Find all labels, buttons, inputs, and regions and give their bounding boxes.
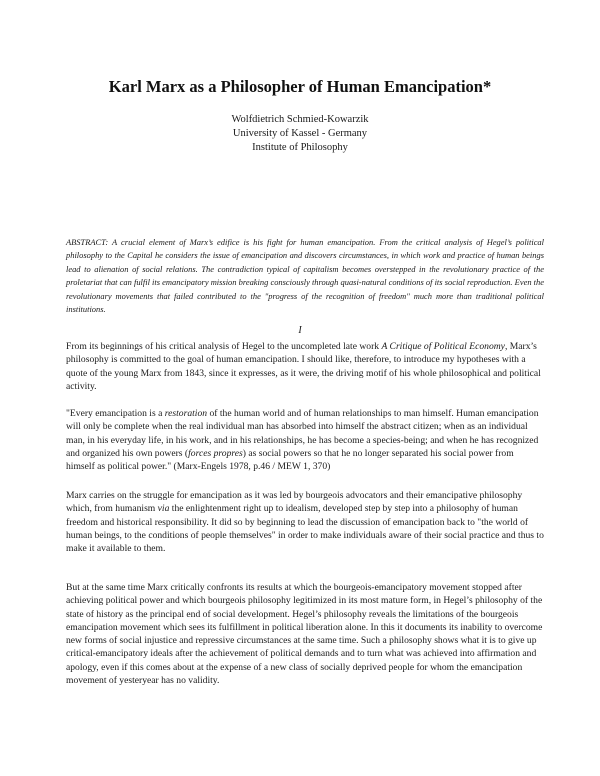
footnote-mark: * [482, 77, 492, 96]
section-number: I [298, 325, 302, 336]
quote-text: "Every emancipation is a [66, 408, 165, 419]
book-title: A Critique of Political Economy [381, 341, 505, 352]
author-department: Institute of Philosophy [252, 142, 348, 153]
paper-title-text: Karl Marx as a Philosopher of Human Emancipation [108, 77, 483, 96]
emphasis-text: restoration [164, 408, 208, 419]
quote-text: ) as social powers so that he no longer separated his social power from himself as political power." (Marx-Engels 1978, p.46 / MEW 1, 370) [66, 447, 514, 473]
paragraph-text: , Marx’s philosophy is committed to the goal of human emancipation. I should like, therefore, to introduce my hypotheses with a quote of the young Marx from 1843, since it expresses, as it were, the driving motif of his whole philosophical and political activity. [66, 341, 541, 392]
paragraph-text: From its beginnings of his critical analysis of Hegel to the uncompleted late work [66, 341, 382, 352]
emphasis-text: via [157, 503, 170, 515]
author-affiliation: University of Kassel - Germany [232, 128, 368, 139]
author-block [0, 113, 600, 155]
author-name: Wolfdietrich Schmied-Kowarzik [231, 114, 369, 125]
abstract: ABSTRACT: A crucial element of Marx’s edifice is his fight for human emancipation. From the critical analysis of Hegel’s political philosophy to the Capital he considers the issue of emancipation and discovers circumstances, in which work and practice of human beings lead to alienation of social relations. The contradiction typical of capitalism becomes overstepped in the revolutionary practice of the proletariat that can fulfil its emancipatory mission breaking consciously through quasi-natural conditions of its social reproduction. Even the revolutionary movements that failed contributed to the "progress of the recognition of freedom" much more than traditional political institutions. [66, 237, 544, 315]
paper-title [0, 77, 600, 97]
paragraph-intro [66, 340, 544, 393]
paragraph-critique: But at the same time Marx critically confronts its results at which the bourgeois-emancipatory movement stopped after achieving political power and which bourgeois philosophy legitimized in its most mature form, in Hegel’s philosophy of the state of history as the principal end of social development. Hegel’s philosophy reveals the limitations of the bourgeois emancipation movement which sees its fulfillment in political liberation alone. In this it documents its inability to overcome new forms of social injustice and repressive circumstances at the same time. Such a philosophy shows what it is to give up critical-emancipatory ideals after the achievement of political demands and to turn what was achieved into affirmation and apology, even if this comes about at the expense of a new class of socially deprived people for whom the emancipation movement of yesteryear has no validity. [66, 582, 543, 687]
quote-text: of the human world and of human relationships to man himself. Human emancipation will only be complete when the real individual man has absorbed into himself the abstract citizen; when as an individual man, in his everyday life, in his work, and in his relationships, he has become a species-being; and when he has recognized and organized his own powers ( [66, 408, 539, 459]
paragraph-struggle [66, 489, 544, 555]
paragraph-quote [66, 407, 544, 473]
paragraph-text: the enlightenment right up to idealism, developed step by step into a philosophy of human freedom and historical responsibility. It did so by beginning to lead the discussion of emancipation back to "the world of human beings, to the conditions of people themselves" in order to make individuals aware of their social practice and thus to make it available to them. [66, 503, 544, 555]
paragraph-text: Marx carries on the struggle for emancipation as it was led by bourgeois advocators and their emancipative philosophy which, from humanism [66, 490, 523, 515]
emphasis-text: forces propres [188, 447, 243, 459]
